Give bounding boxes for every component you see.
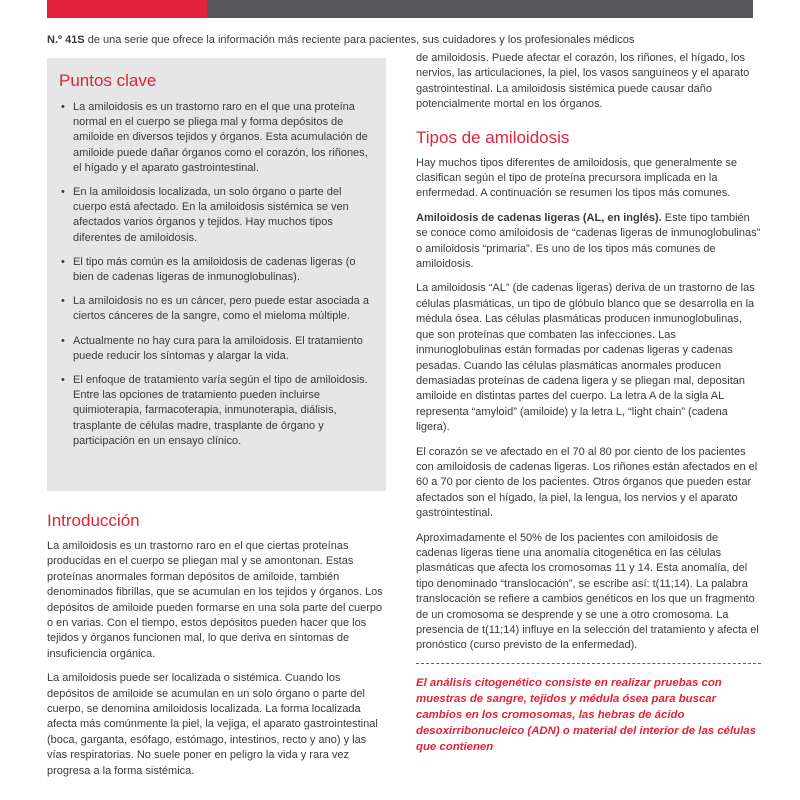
al-paragraph-4: Aproximadamente el 50% de los pacientes con amiloidosis de cadenas ligeras tiene una anomalía citogenética en las células plasmáticas que afecta los cromosomas 11 y 14. Esta anomalía, del tipo denominado “translocación”, se escribe así: t(11;14). La palabra translocación se refiere a cambios genéticos en los que un fragmento de un cromosoma se desprende y se une a otro cromosoma. La presencia de t(11;14) influye en la selección del tratamiento y afecta el pronóstico (curso previsto de la enfermedad). (416, 531, 759, 652)
types-paragraph-1: Hay muchos tipos diferentes de amiloidosis, que generalmente se clasifican según el tipo de proteína precursora implicada en la enfermedad. A continuación se resumen los tipos más comunes. (416, 156, 738, 200)
intro-title: Introducción (47, 511, 140, 530)
al-paragraph-1-text: Este tipo también se conoce como amiloidosis de “cadenas ligeras de inmunoglobulinas” o amiloidosis “primaria”. Es uno de los tipos más comunes de amiloidosis. (416, 211, 761, 271)
key-point-item: • Actualmente no hay cura para la amiloidosis. El tratamiento puede reducir los síntomas y alargar la vida. (59, 334, 374, 364)
key-point-item: • El enfoque de tratamiento varía según el tipo de amiloidosis. Entre las opciones de tratamiento pueden incluirse quimioterapia, farmacoterapia, inmunoterapia, diálisis, trasplante de células madre, trasplante de órgano y participación en un ensayo clínico. (59, 373, 374, 449)
left-column (47, 510, 386, 788)
series-description: de una serie que ofrece la información más reciente para pacientes, sus cuidadores y los profesionales médicos (84, 34, 635, 46)
key-point-item: • La amiloidosis es un trastorno raro en el que una proteína normal en el cuerpo se pliega mal y forma depósitos de amiloide en diversos tejidos y órganos. Esta acumulación de amiloide puede dañar órganos como el corazón, los riñones, el hígado y el aparato gastrointestinal. (59, 100, 374, 176)
al-paragraph-3: El corazón se ve afectado en el 70 al 80 por ciento de los pacientes con amiloidosis de cadenas ligeras. Los riñones están afectados en el 60 a 70 por ciento de los pacientes. Otros órganos que pueden estar afectados son el hígado, la piel, la lengua, los nervios y el aparato gastrointestinal. (416, 445, 758, 520)
al-paragraph-1 (416, 211, 761, 273)
key-points-title: Puntos clave (59, 71, 157, 90)
right-column (416, 51, 761, 764)
key-points-box (47, 58, 386, 491)
header-accent-gray (207, 0, 753, 18)
key-point-item: • El tipo más común es la amiloidosis de cadenas ligeras (o bien de cadenas ligeras de inmunoglobulinas). (59, 255, 374, 285)
intro-paragraph-2: La amiloidosis puede ser localizada o sistémica. Cuando los depósitos de amiloide se acumulan en un solo órgano o parte del cuerpo, se denomina amiloidosis localizada. La forma localizada afecta más comúnmente la piel, la vejiga, el aparato gastrointestinal (boca, garganta, esófago, estómago, intestinos, recto y ano) y las vías respiratorias. No suele poner en peligro la vida y rara vez progresa a la forma sistémica. (47, 672, 378, 777)
intro-paragraph-1: La amiloidosis es un trastorno raro en el que ciertas proteínas producidas en el cuerpo se pliegan mal y se amontonan. Estas proteínas anormales forman depósitos de amiloide, también denominados fibrillas, que se acumulan en los tejidos y órganos. Los depósitos de amiloide pueden formarse en una sola parte del cuerpo o en varias. Con el tiempo, estos depósitos pueden hacer que los tejidos y órganos funcionen mal, lo que deriva en síntomas de insuficiencia orgánica. (47, 540, 383, 660)
intro-paragraph-2-continued: de amiloidosis. Puede afectar el corazón, los riñones, el hígado, los nervios, las articulaciones, la piel, los vasos sanguíneos y el aparato gastrointestinal. La amiloidosis sistémica puede causar daño potencialmente mortal en los órganos. (416, 52, 750, 111)
key-point-item: • La amiloidosis no es un cáncer, pero puede estar asociada a ciertos cánceres de la sangre, como el mieloma múltiple. (59, 294, 374, 324)
header-accent-red (47, 0, 207, 18)
al-paragraph-2: La amiloidosis “AL” (de cadenas ligeras) deriva de un trastorno de las células plasmáticas, un tipo de glóbulo blanco que se desarrolla en la médula ósea. Las células plasmáticas producen inmunoglobulinas, que son proteínas que combaten las infecciones. Las inmunoglobulinas están formadas por cadenas ligeras y cadenas pesadas. Cuando las células plasmáticas anormales producen demasiadas proteínas de cadena ligera y se pliegan mal, depositan amiloide en distintas partes del cuerpo. La letra A de la sigla AL representa “amyloid” (amiloide) y la letra L, “light chain” (cadena ligera). (416, 282, 755, 434)
al-heading: Amiloidosis de cadenas ligeras (AL, en inglés). (416, 211, 662, 224)
header-bar (0, 0, 800, 18)
series-line (47, 33, 757, 47)
key-point-item: • En la amiloidosis localizada, un solo órgano o parte del cuerpo está afectado. En la amiloidosis sistémica se ven afectados varios órganos y tejidos. Hay muchos tipos diferentes de amiloidosis. (59, 185, 374, 246)
callout-text: El análisis citogenético consiste en realizar pruebas con muestras de sangre, tejidos y médula ósea para buscar cambios en los cromosomas, las hebras de ácido desoxirribonucleico (ADN) o material del interior de las células que contienen (416, 676, 756, 753)
types-title: Tipos de amiloidosis (416, 127, 570, 147)
series-number: N.º 41S (47, 34, 85, 46)
callout-divider (416, 663, 761, 664)
key-points-list (59, 100, 374, 449)
